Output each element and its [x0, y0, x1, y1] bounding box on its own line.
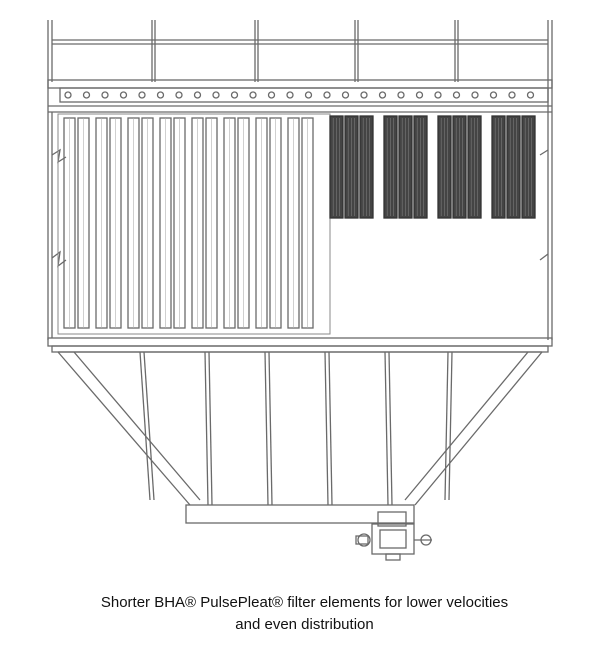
- header-bolt: [417, 92, 423, 98]
- pulsepleat-filter-elements: [330, 116, 535, 218]
- header-bolt: [528, 92, 534, 98]
- header-bolt: [287, 92, 293, 98]
- figure-caption: [0, 592, 609, 636]
- caption-line-2: and even distribution: [235, 616, 374, 633]
- header-deck: [48, 80, 552, 112]
- header-bolt: [472, 92, 478, 98]
- caption-line-1: Shorter BHA® PulsePleat® filter elements for lower velocities: [100, 594, 509, 611]
- header-bolt: [343, 92, 349, 98]
- header-bolt: [195, 92, 201, 98]
- header-bolt: [232, 92, 238, 98]
- header-bolt: [102, 92, 108, 98]
- header-bolt: [491, 92, 497, 98]
- header-bolt: [158, 92, 164, 98]
- header-bolt: [324, 92, 330, 98]
- header-bolt: [269, 92, 275, 98]
- header-bolt: [361, 92, 367, 98]
- header-bolt: [509, 92, 515, 98]
- hopper-flange: [48, 338, 552, 352]
- header-bolt: [398, 92, 404, 98]
- rotary-valve: [356, 512, 432, 560]
- hopper: [58, 352, 542, 523]
- header-bolt: [250, 92, 256, 98]
- header-bolt: [454, 92, 460, 98]
- header-bolt: [306, 92, 312, 98]
- header-bolt: [139, 92, 145, 98]
- header-bolt: [380, 92, 386, 98]
- header-bolt: [176, 92, 182, 98]
- header-bolt: [213, 92, 219, 98]
- header-bolt: [121, 92, 127, 98]
- header-bolt: [84, 92, 90, 98]
- top-railing: [48, 20, 552, 82]
- header-bolt: [435, 92, 441, 98]
- long-filter-bags: [64, 118, 313, 328]
- header-bolt: [65, 92, 71, 98]
